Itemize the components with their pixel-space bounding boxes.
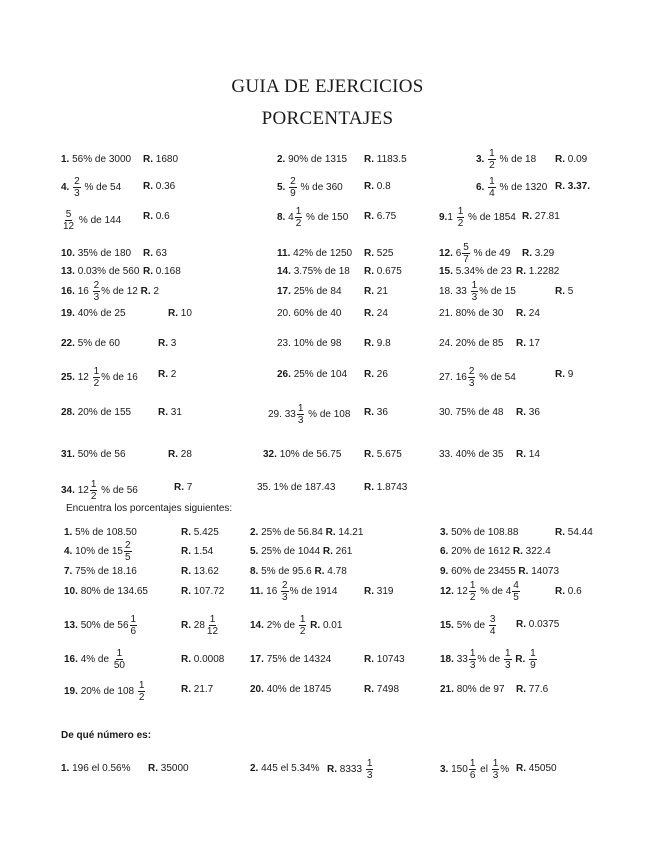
answer-7: R. 0.6 (143, 211, 170, 222)
exercise-4: 4. $\frac{2}{3}$ % de 54 (61, 176, 122, 199)
exercise-26: 26. 25% de 104 (277, 369, 348, 380)
exercise-30: 30. 75% de 48 (439, 407, 504, 418)
percent-exercise-13: 13. 50% de 56 $\frac{1}{6}$ (64, 614, 137, 637)
percent-exercise-8: 8. 5% de 95.6 R. 4.78 (250, 566, 347, 577)
exercise-7: $\frac{5}{12}$ % de 144 (63, 209, 122, 232)
exercise-24: 24. 20% de 85 (439, 338, 504, 349)
answer-3: R. 0.09 (555, 154, 588, 165)
exercise-35: 35. 1% de 187.43 (257, 482, 336, 493)
percent-exercise-16: 16. 4% de $\frac{1}{50}$ (64, 648, 125, 671)
answer-12: R. 3.29 (522, 248, 555, 259)
answer-24: R. 17 (516, 338, 540, 349)
exercise-3: 3. $\frac{1}{2}$ % de 18 (476, 148, 537, 171)
exercise-31: 31. 50% de 56 (61, 449, 126, 460)
percent-answer-7: R. 13.62 (181, 566, 219, 577)
exercise-29: 29. 33 $\frac{1}{3}$ % de 108 (268, 403, 351, 426)
number-exercise-1: 1. 196 el 0.56% (61, 763, 131, 774)
percent-answer-17: R. 10743 (364, 654, 405, 665)
exercise-33: 33. 40% de 35 (439, 449, 504, 460)
percent-answer-15: R. 0.0375 (516, 619, 560, 630)
exercise-28: 28. 20% de 155 (61, 407, 132, 418)
exercise-32: 32. 10% de 56.75 (263, 449, 342, 460)
answer-33: R. 14 (516, 449, 540, 460)
exercise-11: 11. 42% de 1250 (277, 248, 353, 259)
section2-heading: Encuentra los porcentajes siguientes: (66, 503, 233, 514)
answer-30: R. 36 (516, 407, 540, 418)
exercise-10: 10. 35% de 180 (61, 248, 132, 259)
percent-exercise-15: 15. 5% de $\frac{3}{4}$ (440, 614, 496, 637)
answer-34: R. 7 (174, 482, 193, 493)
exercise-5: 5. $\frac{2}{9}$ % de 360 (277, 176, 343, 199)
answer-19: R. 10 (168, 308, 192, 319)
percent-answer-13: R. 28 $\frac{1}{12}$ (181, 614, 219, 637)
number-exercise-2: 2. 445 el 5.34% (250, 763, 320, 774)
answer-15: R. 1.2282 (516, 266, 560, 277)
answer-11: R. 525 (364, 248, 394, 259)
exercise-8: 8. 4 $\frac{1}{2}$ % de 150 (277, 206, 349, 229)
exercise-17: 17. 25% de 84 (277, 286, 342, 297)
percent-answer-12: R. 0.6 (555, 586, 582, 597)
percent-answer-10: R. 107.72 (181, 586, 225, 597)
exercise-2: 2. 90% de 1315 (277, 154, 348, 165)
answer-23: R. 9.8 (364, 338, 391, 349)
percent-exercise-11: 11. 16 $\frac{2}{3}$ % de 1914 (250, 580, 338, 603)
answer-25: R. 2 (158, 369, 177, 380)
answer-6: R. 3.37. (555, 181, 591, 192)
answer-10: R. 63 (143, 248, 167, 259)
page-title: GUIA DE EJERCICIOS (231, 76, 424, 97)
exercise-16: 16. 16 $\frac{2}{3}$ % de 12 R. 2 (61, 280, 159, 303)
percent-answer-1: R. 5.425 (181, 527, 219, 538)
percent-exercise-2: 2. 25% de 56.84 R. 14.21 (250, 527, 364, 538)
number-answer-3: R. 45050 (516, 763, 557, 774)
exercise-20: 20. 60% de 40 (277, 308, 342, 319)
number-answer-1: R. 35000 (148, 763, 189, 774)
exercise-21: 21. 80% de 30 (439, 308, 504, 319)
section3-heading: De qué número es: (61, 730, 152, 741)
percent-exercise-19: 19. 20% de 108 $\frac{1}{2}$ (64, 680, 145, 703)
number-exercise-3: 3. 150 $\frac{1}{6}$ el $\frac{1}{3}$ % (440, 758, 510, 781)
answer-20: R. 24 (364, 308, 388, 319)
percent-exercise-17: 17. 75% de 14324 (250, 654, 332, 665)
answer-35: R. 1.8743 (364, 482, 408, 493)
exercise-18: 18. 33 $\frac{1}{3}$ % de 15 (439, 280, 516, 303)
percent-answer-21: R. 77.6 (516, 684, 549, 695)
exercise-9: 9.1 $\frac{1}{2}$ % de 1854 (439, 206, 516, 229)
exercise-22: 22. 5% de 60 (61, 338, 120, 349)
exercise-34: 34. 12 $\frac{1}{2}$ % de 56 (61, 479, 138, 502)
percent-exercise-9: 9. 60% de 23455 R. 14073 (440, 566, 560, 577)
percent-answer-16: R. 0.0008 (181, 654, 225, 665)
percent-exercise-4: 4. 10% de 15 $\frac{2}{5}$ (64, 540, 131, 563)
percent-exercise-1: 1. 5% de 108.50 (64, 527, 137, 538)
percent-answer-3: R. 54.44 (555, 527, 593, 538)
exercise-25: 25. 12 $\frac{1}{2}$ % de 16 (61, 366, 138, 389)
answer-1: R. 1680 (143, 154, 179, 165)
exercise-14: 14. 3.75% de 18 (277, 266, 350, 277)
answer-22: R. 3 (158, 338, 177, 349)
answer-17: R. 21 (364, 286, 388, 297)
answer-2: R. 1183.5 (364, 154, 407, 165)
answer-9: R. 27.81 (522, 211, 560, 222)
percent-exercise-5: 5. 25% de 1044 R. 261 (250, 546, 353, 557)
percent-exercise-10: 10. 80% de 134.65 (64, 586, 148, 597)
percent-exercise-6: 6. 20% de 1612 R. 322.4 (440, 546, 551, 557)
percent-exercise-20: 20. 40% de 18745 (250, 684, 332, 695)
percent-answer-20: R. 7498 (364, 684, 400, 695)
answer-28: R. 31 (158, 407, 182, 418)
answer-32: R. 5.675 (364, 449, 402, 460)
answer-27: R. 9 (555, 369, 574, 380)
percent-answer-11: R. 319 (364, 586, 394, 597)
exercise-13: 13. 0.03% de 560 (61, 266, 140, 277)
answer-29: R. 36 (364, 407, 388, 418)
percent-exercise-12: 12. 12 $\frac{1}{2}$ % de 4 $\frac{4}{5}$ (440, 580, 519, 603)
percent-exercise-21: 21. 80% de 97 (440, 684, 505, 695)
answer-14: R. 0.675 (364, 266, 402, 277)
percent-answer-4: R. 1.54 (181, 546, 214, 557)
answer-21: R. 24 (516, 308, 540, 319)
percent-exercise-14: 14. 2% de $\frac{1}{2}$ R. 0.01 (250, 614, 343, 637)
exercise-6: 6. $\frac{1}{4}$ % de 1320 (476, 176, 548, 199)
answer-8: R. 6.75 (364, 211, 397, 222)
percent-exercise-3: 3. 50% de 108.88 (440, 527, 519, 538)
percent-exercise-18: 18. 33 $\frac{1}{3}$ % de $\frac{1}{3}$ R. $\frac{1}{9}$ (440, 648, 536, 671)
number-answer-2: R. 8333 $\frac{1}{3}$ (327, 758, 373, 781)
answer-5: R. 0.8 (364, 181, 391, 192)
exercise-19: 19. 40% de 25 (61, 308, 126, 319)
exercise-15: 15. 5.34% de 23 (439, 266, 512, 277)
exercise-12: 12. 6 $\frac{5}{7}$ % de 49 (439, 242, 511, 265)
exercise-1: 1. 56% de 3000 (61, 154, 132, 165)
answer-4: R. 0.36 (143, 181, 176, 192)
percent-answer-19: R. 21.7 (181, 684, 214, 695)
answer-31: R. 28 (168, 449, 192, 460)
answer-18: R. 5 (555, 286, 574, 297)
exercise-23: 23. 10% de 98 (277, 338, 342, 349)
percent-exercise-7: 7. 75% de 18.16 (64, 566, 137, 577)
exercise-27: 27. 16 $\frac{2}{3}$ % de 54 (439, 366, 516, 389)
answer-13: R. 0.168 (143, 266, 181, 277)
page-subtitle: PORCENTAJES (261, 108, 394, 129)
answer-26: R. 26 (364, 369, 388, 380)
